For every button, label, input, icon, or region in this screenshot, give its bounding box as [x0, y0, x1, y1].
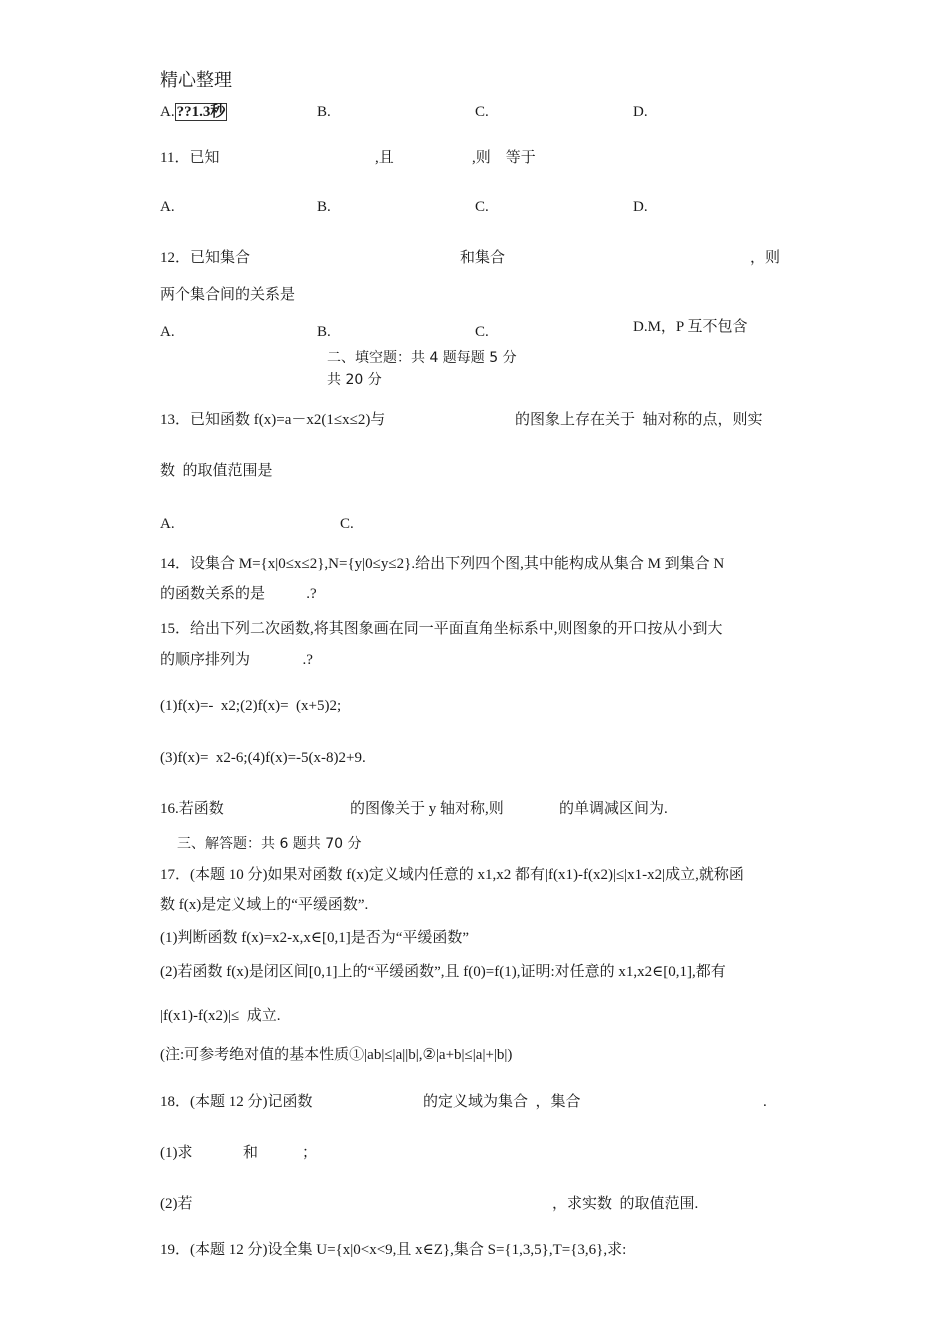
q16-text-3: 的单调减区间为.: [559, 801, 668, 817]
q13-option-a: A.: [160, 516, 175, 532]
q15-line3: (1)f(x)=- x2;(2)f(x)= (x+5)2;: [160, 698, 342, 714]
q12-option-b: B.: [317, 324, 331, 340]
q18-sub2-b: ，求实数 的取值范围.: [552, 1196, 699, 1212]
section-3-heading: 三、解答题：共 6 题共 70 分: [177, 836, 362, 852]
q17-line3: (1)判断函数 f(x)=x2-x,x∈[0,1]是否为“平缓函数”: [160, 930, 470, 946]
q10-option-b: B.: [317, 104, 331, 120]
q15-line2: 的顺序排列为 .?: [160, 652, 313, 668]
q10-option-c: C.: [475, 104, 489, 120]
q13-text-1: 13．已知函数 f(x)=a－x2(1≤x≤2)与: [160, 412, 386, 428]
q18-sub1-a: (1)求: [160, 1145, 193, 1161]
q17-line2: 数 f(x)是定义域上的“平缓函数”.: [160, 897, 369, 913]
q12-option-c: C.: [475, 324, 489, 340]
section-2-heading: 二、填空题：共 4 题每题 5 分: [327, 350, 517, 366]
q13-text-line2: 数 的取值范围是: [160, 463, 273, 479]
q10-option-a: A. ??1.3秒: [160, 104, 226, 120]
q11-option-a: A.: [160, 199, 175, 215]
q17-line4: (2)若函数 f(x)是闭区间[0,1]上的“平缓函数”,且 f(0)=f(1),证明:对任意的 x1,x2∈[0,1],都有: [160, 964, 726, 980]
q14-line2: 的函数关系的是 .?: [160, 586, 317, 602]
q13-option-c: C.: [340, 516, 354, 532]
q13-text-2: 的图象上存在关于 轴对称的点，则实: [515, 412, 763, 428]
q17-line1: 17．(本题 10 分)如果对函数 f(x)定义域内任意的 x1,x2 都有|f(x1)-f(x2)|≤|x1-x2|成立,就称函: [160, 867, 744, 883]
q16-text-1: 16.若函数: [160, 801, 224, 817]
q11-option-c: C.: [475, 199, 489, 215]
q15-line4: (3)f(x)= x2-6;(4)f(x)=-5(x-8)2+9.: [160, 750, 366, 766]
q16-text-2: 的图像关于 y 轴对称,则: [350, 801, 504, 817]
q11-text-2: ,且: [375, 150, 394, 166]
q11-option-b: B.: [317, 199, 331, 215]
q15-line1: 15．给出下列二次函数,将其图象画在同一平面直角坐标系中,则图象的开口按从小到大: [160, 621, 723, 637]
q19-line1: 19．(本题 12 分)设全集 U={x|0<x<9,且 x∈Z},集合 S={1,3,5},T={3,6},求:: [160, 1242, 627, 1258]
q12-option-a: A.: [160, 324, 175, 340]
q12-text-1: 12．已知集合: [160, 250, 251, 266]
page-header: 精心整理: [160, 70, 232, 90]
section-2-heading-cont: 共 20 分: [327, 372, 382, 388]
q18-text-1: 18．(本题 12 分)记函数: [160, 1094, 313, 1110]
q10-option-a-box: ??1.3秒: [176, 104, 226, 120]
q11-option-d: D.: [633, 199, 648, 215]
q10-option-d: D.: [633, 104, 648, 120]
q12-option-d: D.M，P 互不包含: [633, 319, 748, 335]
q18-sub2-a: (2)若: [160, 1196, 193, 1212]
q17-line5: |f(x1)-f(x2)|≤ 成立.: [160, 1008, 281, 1024]
q18-text-3: .: [763, 1094, 767, 1110]
q18-sub1-b: 和: [243, 1145, 259, 1161]
q12-text-3: ，则: [750, 250, 781, 266]
q18-text-2: 的定义域为集合 ，集合: [423, 1094, 581, 1110]
q14-line1: 14．设集合 M={x|0≤x≤2},N={y|0≤y≤2}.给出下列四个图,其中能构成从集合 M 到集合 N: [160, 556, 725, 572]
q11-text-3: ,则 等于: [472, 150, 536, 166]
q17-line6: (注:可参考绝对值的基本性质①|ab|≤|a||b|,②|a+b|≤|a|+|b|): [160, 1047, 513, 1063]
q18-sub1-c: ；: [302, 1145, 318, 1161]
q12-text-2: 和集合: [460, 250, 506, 266]
q11-text-1: 11．已知: [160, 150, 220, 166]
q12-text-line2: 两个集合间的关系是: [160, 287, 296, 303]
